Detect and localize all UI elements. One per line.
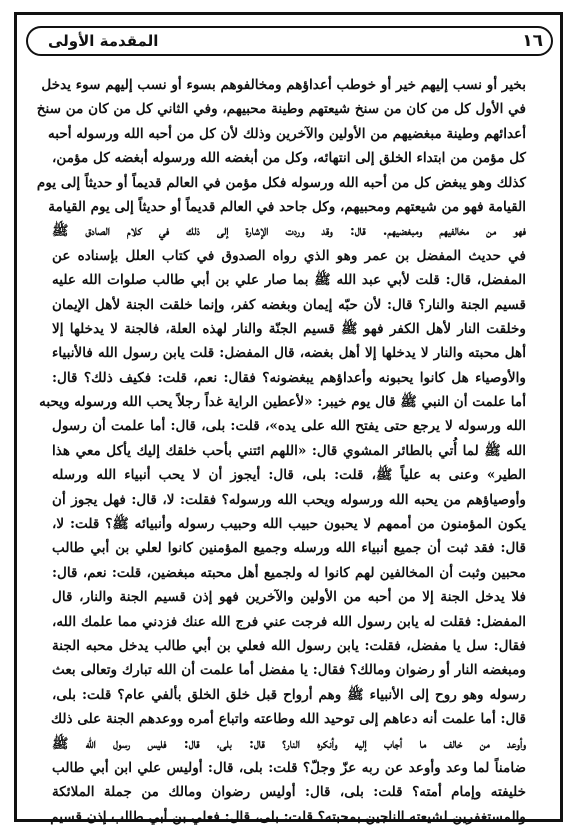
text-line: رسوله وهو روح إلى الأنبياء ﷺ وهم أرواح قبل خلق الخلق بألفي عام؟ قلت: بلى، [52,686,526,703]
text-line: قال: أما علمت أنه دعاهم إلى توحيد الله وطاعته واتباع أمره ووعدهم الجنة على ذلك [50,711,526,728]
text-line: الطير» وعنى به علياً ﷺ، قلت: بلى، قال: أيجوز أن لا يحب أنبياء الله ورسله [52,467,526,484]
body-text [36,73,526,825]
text-line: المفضل: فقلت له يابن رسول الله فرجت عني فرج الله عنك فزدني مما علمك الله، [52,613,526,630]
text-line: وأوعد من خالف ما أجاب إليه وأنكره النار؟ قال: بلى، قال: فليس رسول الله ﷺ [52,735,526,752]
text-line: القيامة فهو من شيعتهم ومحبيهم، وكل جاحد في العالم قديماً أو حديثاً إلى يوم القيامة [48,198,526,215]
page-number: ١٦ [522,31,543,51]
text-line: فلا يدخل الجنة إلا من أحبه من الأولين والآخرين فهو إذن قسيم الجنة والنار، قال [52,589,526,606]
text-line: في حديث المفضل بن عمر وهو الذي رواه الصدوق في كتاب العلل بإسناده عن [52,247,526,264]
text-line: في الأول كل من كان من سنخ شيعتهم وطينة محبيهم، وفي الثاني كل من كان من سنخ [36,101,526,118]
text-line: يكون المؤمنون من أممهم لا يحبون حبيب الله وحبيب رسوله وأنبيائه ﷺ؟ قلت: لا، [52,516,526,533]
running-title: المقدمة الأولى [48,32,159,50]
text-line: ضامناً لما وعد وأوعد عن ربه عزّ وجلّ؟ قلت: بلى، قال: أوليس علي ابن أبي طالب [52,759,526,776]
text-line: كذلك وهو يبغض كل من أحبه الله ورسوله فكل مؤمن في العالم قديماً أو حديثاً إلى يوم [36,174,526,191]
text-line: كل مؤمن من ابتداء الخلق إلى انتهائه، وكل من أبغضه الله ورسوله أبغضه كل مؤمن، [52,150,526,167]
text-line: وخلقت النار لأهل الكفر فهو ﷺ قسيم الجنّة والنار لهذه العلة، فالجنة لا يدخلها إلا [52,320,526,337]
text-line: المفضل، قال: قلت لأبي عبد الله ﷺ بما صار علي بن أبي طالب صلوات الله عليه [52,272,526,289]
text-line: محبين وثبت أن المخالفين لهم كانوا له ولجميع أهل محبته مبغضين، قلت: نعم، قال: [52,564,526,581]
text-line: قسيم الجنة والنار؟ قال: لأن حبّه إيمان وبغضه كفر، وإنما خلقت الجنة لأهل الإيمان [52,296,526,313]
text-line: خليفته وإمام أمته؟ قلت: بلى، قال: أوليس رضوان ومالك من جملة الملائكة [52,784,526,801]
text-line: بخير أو نسب إليهم خير أو خوطب أعداؤهم ومخالفوهم بسوء أو نسب إليهم سوء يدخل [41,77,526,93]
text-line: ومبغضه النار أو رضوان ومالك؟ فقال: يا مفضل أما علمت أن الله تبارك وتعالى بعث [52,662,526,679]
text-line: أهل محبته والنار لا يدخلها إلا أهل بغضه، قال المفضل: قلت يابن رسول الله فالأنبياء [52,345,526,362]
text-line: فقال: سل يا مفضل، فقلت: يابن رسول الله فعلي بن أبي طالب يدخل محبه الجنة [52,637,526,654]
text-line: أعدائهم وطينة مبغضيهم من الأولين والآخرين وذلك لأن كل من أحبه الله ورسوله أحبه [47,125,526,142]
text-line: قال: فقد ثبت أن جميع أنبياء الله ورسله وجميع المؤمنين كانوا لعلي بن أبي طالب [52,540,526,557]
text-line: وأوصياؤهم من يحبه الله ورسوله ويحب الله ورسوله؟ فقلت: لا، قال: فهل يجوز أن [52,491,526,508]
text-line: فهو من مخالفيهم ومبغضيهم. قال: وقد وردت الإشارة إلى ذلك في كلام الصادق ﷺ [52,223,526,240]
text-line: الله ﷺ لما أُتي بالطائر المشوي قال: «اللهم ائتني بأحب خلقك إليك يأكل معي هذا [52,442,526,459]
text-line: والمستغفرين لشيعته الناجين بمحبته؟ قلت: بلى، قال: فعلي بن أبي طالب إذن قسيم [50,808,526,825]
text-line: الله ورسوله لا يرجع حتى يفتح الله على يده»، قلت: بلى، قال: أما علمت أن رسول [52,418,526,435]
text-line: والأوصياء هل كانوا يحبونه وأعداؤهم يبغضونه؟ فقال: نعم، قلت: فكيف ذلك؟ قال: [52,369,526,386]
text-line: أما علمت أن النبي ﷺ قال يوم خيبر: «لأعطين الراية غداً رجلاً يحب الله ورسوله ويحبه [39,394,526,411]
